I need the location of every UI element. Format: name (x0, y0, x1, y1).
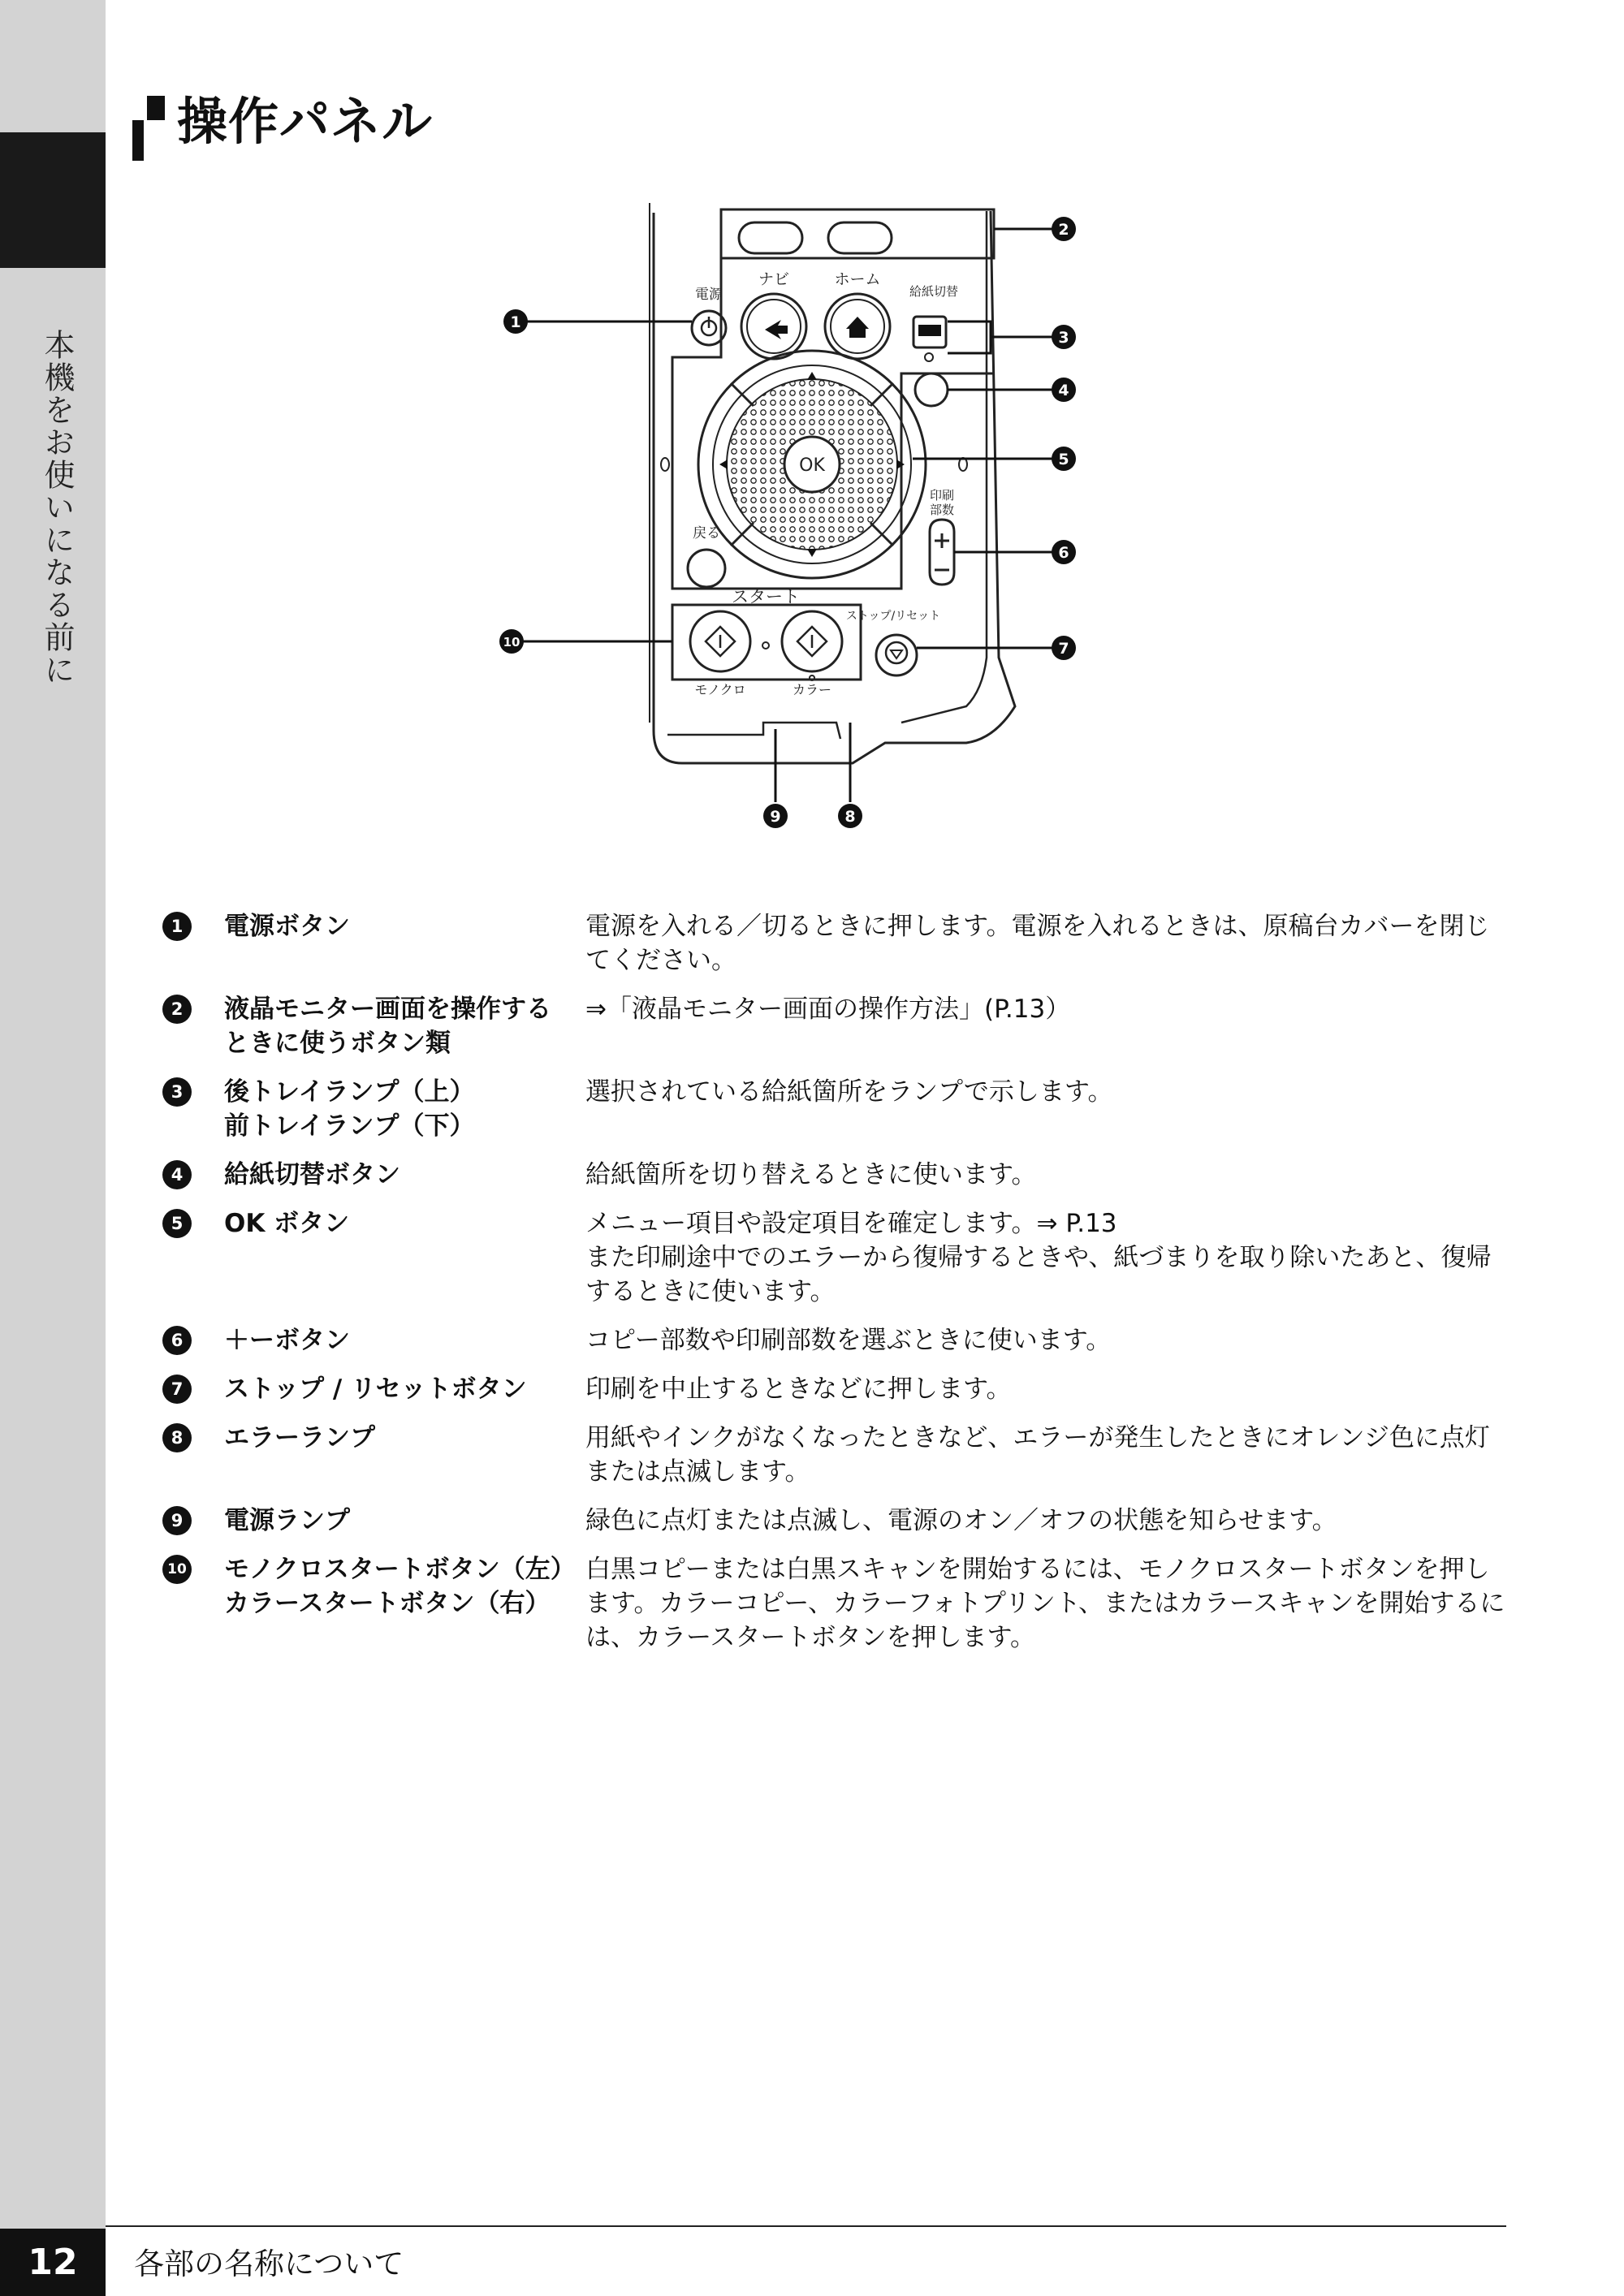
stop-reset-label: ストップ/リセット (845, 610, 941, 623)
item-number: 6 (162, 1326, 192, 1355)
item-description: メニュー項目や設定項目を確定します。⇒ P.13 また印刷途中でのエラーから復帰するときや、紙づまりを取り除いたあと、復帰するときに使います。 (585, 1209, 1492, 1306)
svg-text:2: 2 (1058, 221, 1069, 239)
power-label: 電源 (695, 287, 723, 303)
copies-label-2: 部数 (929, 503, 955, 517)
svg-text:7: 7 (1058, 640, 1069, 658)
item-description: コピー部数や印刷部数を選ぶときに使います。 (585, 1326, 1112, 1355)
ok-label: OK (799, 455, 825, 476)
svg-text:4: 4 (1058, 382, 1069, 399)
color-label: カラー (792, 682, 832, 697)
item-label: ＋ーボタン (224, 1326, 350, 1355)
copies-label-1: 印刷 (929, 488, 955, 503)
item-label: エラーランプ (224, 1423, 375, 1452)
list-item (162, 1372, 1510, 1406)
item-number: 10 (162, 1555, 192, 1584)
item-description: 電源を入れる／切るときに押します。電源を入れるときは、原稿台カバーを閉じてください。 (585, 912, 1490, 975)
list-item (162, 909, 1510, 978)
footer-divider (106, 2225, 1506, 2227)
item-number: 9 (162, 1506, 192, 1535)
svg-text:10: 10 (503, 635, 520, 650)
item-number: 8 (162, 1423, 192, 1452)
item-label: モノクロスタートボタン（左） カラースタートボタン（右） (224, 1555, 576, 1618)
page-number: 12 (0, 2229, 106, 2296)
item-description: 選択されている給紙箇所をランプで示します。 (585, 1077, 1113, 1107)
item-label: 電源ランプ (224, 1506, 350, 1535)
navi-label: ナビ (758, 270, 790, 288)
item-label: 電源ボタン (224, 912, 350, 941)
list-item (162, 1075, 1510, 1143)
home-label: ホーム (834, 270, 881, 288)
page-title: 操作パネル (177, 92, 434, 151)
svg-text:1: 1 (510, 313, 521, 331)
item-number: 7 (162, 1375, 192, 1404)
list-item (162, 1323, 1510, 1357)
sidebar (0, 0, 106, 2296)
operation-panel-diagram (495, 203, 1145, 844)
item-description: 白黒コピーまたは白黒スキャンを開始するには、モノクロスタートボタンを押します。カラーコピー、カラーフォトプリント、またはカラースキャンを開始するには、カラースタートボタンを押します。 (585, 1555, 1505, 1652)
svg-text:5: 5 (1058, 451, 1069, 468)
item-number: 2 (162, 995, 192, 1024)
item-description: ⇒「液晶モニター画面の操作方法」(P.13） (585, 995, 1071, 1024)
item-description: 緑色に点灯または点滅し、電源のオン／オフの状態を知らせます。 (585, 1506, 1337, 1535)
footer-section-title: 各部の名称について (134, 2246, 404, 2281)
list-item (162, 992, 1510, 1060)
start-label: スタート (732, 587, 800, 606)
item-label: ストップ / リセットボタン (224, 1375, 527, 1404)
item-label: OK ボタン (224, 1209, 350, 1238)
item-description: 用紙やインクがなくなったときなど、エラーが発生したときにオレンジ色に点灯または点滅します。 (585, 1423, 1490, 1487)
svg-text:8: 8 (844, 808, 856, 826)
item-number: 3 (162, 1077, 192, 1107)
back-label: 戻る (693, 525, 720, 542)
description-list (162, 909, 1510, 1669)
operation-panel-illustration (495, 203, 1145, 844)
item-label: 後トレイランプ（上） 前トレイランプ（下） (224, 1077, 475, 1141)
list-item (162, 1504, 1510, 1538)
item-label: 給紙切替ボタン (224, 1160, 400, 1189)
title-marker-icon (132, 96, 165, 161)
list-item (162, 1552, 1510, 1655)
item-description: 印刷を中止するときなどに押します。 (585, 1375, 1012, 1404)
list-item (162, 1158, 1510, 1192)
item-number: 4 (162, 1160, 192, 1189)
paper-feed-label: 給紙切替 (909, 284, 959, 299)
list-item (162, 1421, 1510, 1489)
mono-label: モノクロ (694, 682, 746, 697)
item-number: 1 (162, 912, 192, 941)
svg-text:3: 3 (1058, 329, 1069, 347)
list-item (162, 1206, 1510, 1309)
chapter-title: 本機をお使いになる前に (39, 329, 75, 686)
item-description: 給紙箇所を切り替えるときに使います。 (585, 1160, 1037, 1189)
item-label: 液晶モニター画面を操作する ときに使うボタン類 (224, 995, 551, 1058)
svg-text:9: 9 (770, 808, 781, 826)
chapter-tab (0, 132, 106, 268)
svg-text:6: 6 (1058, 544, 1069, 562)
item-number: 5 (162, 1209, 192, 1238)
